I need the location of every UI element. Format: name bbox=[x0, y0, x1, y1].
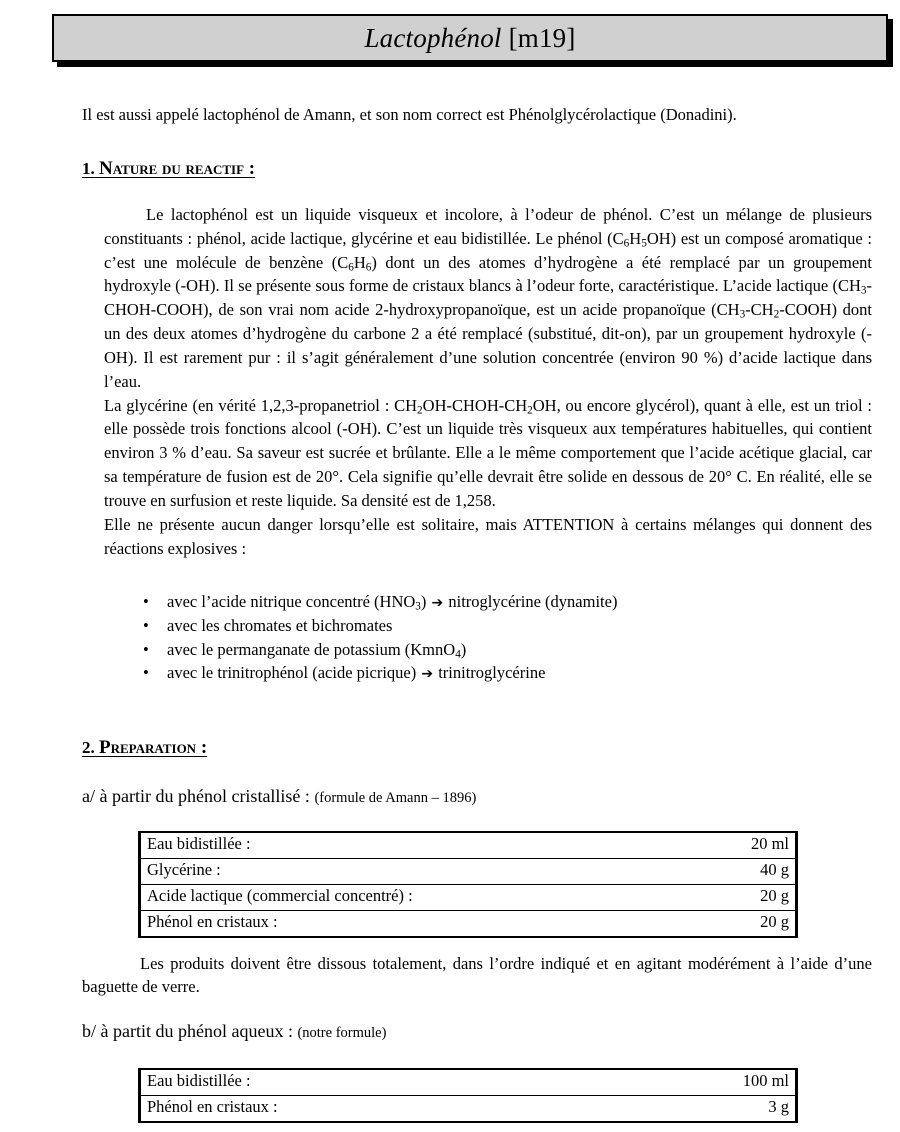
text-run: ) bbox=[460, 639, 467, 659]
text-run: ) dont un des atomes d’hydrogène a été remplacé par un groupement hydroxyle (-OH). Il se présente sous forme de cristaux blancs à l’odeur forte, caractéristique. L’acide lactique (CH bbox=[104, 252, 872, 296]
document-title-banner bbox=[52, 14, 888, 62]
table-row bbox=[140, 911, 797, 938]
section-2-title: Preparation : bbox=[99, 737, 208, 758]
text-run: OH) est un composé aromatique : c’est une molécule de benzène (C bbox=[104, 228, 873, 272]
ingredient-amount: 20 g bbox=[694, 885, 796, 911]
table-row bbox=[140, 1096, 797, 1123]
text-run: La glycérine (en vérité 1,2,3-propanetriol : CH bbox=[104, 395, 418, 415]
section-1-title: Nature du reactif : bbox=[99, 158, 256, 179]
bullet-icon: • bbox=[143, 663, 149, 683]
text-run: OH, ou encore glycérol), quant à elle, est un triol : elle possède trois fonctions alcool (-OH). C’est un liquide très visqueux aux températures habituelles, qui contient environ 3 % d’eau. Sa saveur est sucrée et brûlante. Elle a le même comportement que l’acide acétique glacial, car sa température de fusion est de 20°. Cela signifie qu’elle devrait être solide en dessous de 20° C. En réalité, elle se trouve en surfusion et reste liquide. Sa densité est de 1,258. bbox=[104, 395, 872, 510]
recipe-table-aqueous-phenol bbox=[138, 1068, 798, 1123]
subscript: 6 bbox=[623, 237, 630, 250]
text-run: ) bbox=[420, 592, 427, 611]
section-2-number: 2. bbox=[82, 738, 95, 757]
section-heading-nature-du-reactif bbox=[82, 158, 255, 180]
page-title-name: Lactophénol bbox=[364, 22, 502, 53]
text-run: avec l’acide nitrique concentré (HNO bbox=[167, 592, 416, 611]
ingredient-amount: 40 g bbox=[694, 859, 796, 885]
recipe-table-crystallised-phenol bbox=[138, 831, 798, 938]
subscript: 3 bbox=[415, 600, 421, 613]
arrow-right-icon: ➔ bbox=[431, 595, 444, 611]
formula-b-note: (notre formule) bbox=[297, 1025, 387, 1041]
text-run: avec le permanganate de potassium (KmnO bbox=[167, 639, 456, 659]
title-box bbox=[52, 14, 888, 62]
text-run: b/ à partit du phénol aqueux : bbox=[82, 1021, 298, 1041]
text-run: nitroglycérine (dynamite) bbox=[448, 592, 618, 611]
subscript: 2 bbox=[417, 404, 423, 417]
subscript: 2 bbox=[773, 308, 780, 321]
formula-a-note: (formule de Amann – 1896) bbox=[314, 790, 477, 806]
ingredient-label: Phénol en cristaux : bbox=[140, 1096, 604, 1123]
list-item bbox=[140, 590, 840, 614]
subscript: 6 bbox=[348, 261, 354, 274]
arrow-right-icon: ➔ bbox=[421, 666, 434, 683]
subscript: 3 bbox=[739, 308, 746, 321]
table-row bbox=[140, 885, 797, 911]
preparation-note bbox=[82, 952, 872, 999]
list-item bbox=[140, 614, 840, 638]
ingredient-label: Eau bidistillée : bbox=[140, 1069, 604, 1096]
note-text: Les produits doivent être dissous totalement, dans l’ordre indiqué et en agitant modérément à l’aide d’une baguette de verre. bbox=[82, 954, 872, 997]
subscript: 4 bbox=[455, 648, 461, 661]
subscript: 3 bbox=[860, 284, 867, 297]
ingredient-amount: 20 ml bbox=[694, 832, 796, 859]
text-run: OH-CHOH-CH bbox=[422, 395, 528, 415]
page-title-code: [m19] bbox=[501, 22, 576, 53]
ingredient-amount: 100 ml bbox=[604, 1069, 797, 1096]
text-run: H bbox=[353, 252, 366, 272]
text-run: Le lactophénol est un liquide visqueux et incolore, à l’odeur de phénol. C’est un mélange de plusieurs constituants : phénol, acide lactique, glycérine et eau bidistillée. Le phénol (C bbox=[104, 205, 872, 248]
subscript: 5 bbox=[641, 237, 647, 250]
bullet-icon: • bbox=[143, 615, 149, 635]
formula-a-label bbox=[82, 786, 476, 807]
list-item bbox=[140, 661, 840, 685]
section-heading-preparation bbox=[82, 737, 207, 759]
ingredient-label: Eau bidistillée : bbox=[140, 832, 695, 859]
bullet-icon: • bbox=[143, 639, 149, 659]
text-run: -CH bbox=[745, 300, 774, 320]
table-row bbox=[140, 859, 797, 885]
page-title bbox=[364, 22, 576, 53]
bullet-icon: • bbox=[143, 592, 149, 611]
text-run: H bbox=[629, 228, 642, 248]
subscript: 2 bbox=[527, 404, 533, 417]
text-run: -CHOH-COOH), de son vrai nom acide 2-hydroxypropanoïque, est un acide propanoïque (CH bbox=[104, 276, 872, 320]
paragraph-danger-warning: Elle ne présente aucun danger lorsqu’elle est solitaire, mais ATTENTION à certains mélanges qui donnent des réactions explosives : bbox=[104, 514, 872, 558]
subscript: 6 bbox=[365, 261, 372, 274]
ingredient-amount: 3 g bbox=[604, 1096, 797, 1123]
section-1-body bbox=[104, 203, 872, 560]
intro-paragraph: Il est aussi appelé lactophénol de Amann, et son nom correct est Phénolglycérolactique (Donadini). bbox=[82, 105, 737, 124]
paragraph-glycerine bbox=[104, 394, 872, 513]
formula-b-label bbox=[82, 1021, 386, 1042]
ingredient-label: Acide lactique (commercial concentré) : bbox=[140, 885, 695, 911]
table-row bbox=[140, 832, 797, 859]
list-item bbox=[140, 638, 840, 662]
explosive-reactions-list bbox=[140, 590, 840, 685]
text-run: -COOH) dont un des deux atomes d’hydrogène du carbone 2 a été remplacé (substitué, dit-on), par un groupement hydroxyle (-OH). Il est rarement pur : il s’agit généralement d’une solution concentrée (environ 90 %) d’acide lactique dans l’eau. bbox=[104, 300, 872, 391]
section-1-number: 1. bbox=[82, 159, 95, 178]
text-run: a/ à partir du phénol cristallisé : bbox=[82, 786, 315, 806]
paragraph-lactophenol-composition bbox=[104, 203, 872, 394]
text-run: avec le trinitrophénol (acide picrique) bbox=[167, 663, 417, 683]
ingredient-label: Phénol en cristaux : bbox=[140, 911, 695, 938]
text-run: trinitroglycérine bbox=[438, 663, 546, 683]
ingredient-label: Glycérine : bbox=[140, 859, 695, 885]
table-row bbox=[140, 1069, 797, 1096]
ingredient-amount: 20 g bbox=[694, 911, 796, 938]
text-run: avec les chromates et bichromates bbox=[167, 615, 393, 635]
